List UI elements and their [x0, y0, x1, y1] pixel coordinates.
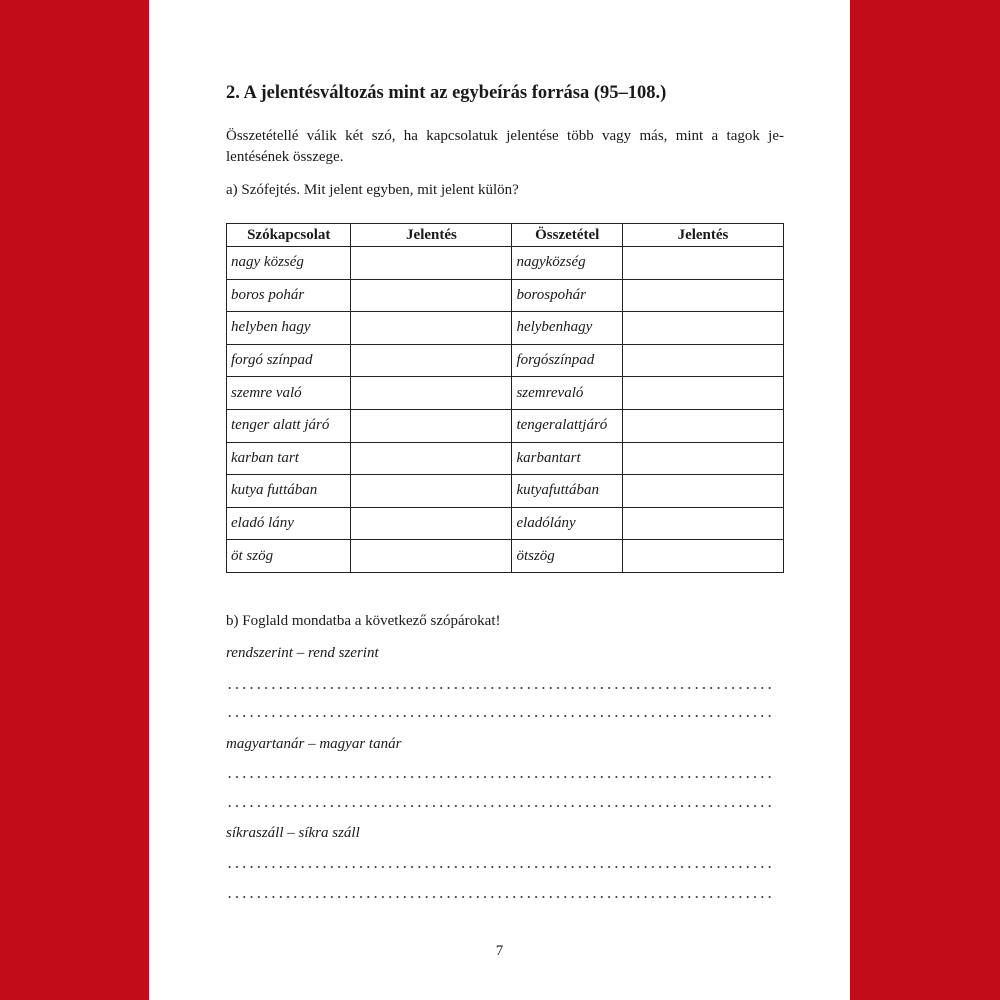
page [149, 0, 850, 1000]
phrase-meaning-cell[interactable] [351, 344, 512, 377]
compound-meaning-cell[interactable] [622, 247, 783, 280]
section-heading: 2. A jelentésváltozás mint az egybeírás forrása (95–108.) [226, 83, 667, 103]
compound-cell: eladólány [512, 507, 623, 540]
phrase-meaning-cell[interactable] [351, 377, 512, 410]
table-row [227, 442, 784, 475]
phrase-meaning-cell[interactable] [351, 475, 512, 508]
compound-meaning-cell[interactable] [622, 377, 783, 410]
phrase-meaning-cell[interactable] [351, 507, 512, 540]
table-row [227, 279, 784, 312]
phrase-meaning-cell[interactable] [351, 442, 512, 475]
table-row [227, 247, 784, 280]
compound-meaning-cell[interactable] [622, 507, 783, 540]
phrase-cell: forgó színpad [227, 344, 351, 377]
answer-line[interactable] [226, 776, 776, 778]
answer-line[interactable] [226, 715, 776, 717]
phrase-cell: eladó lány [227, 507, 351, 540]
compound-cell: nagyközség [512, 247, 623, 280]
phrase-cell: szemre való [227, 377, 351, 410]
phrase-meaning-cell[interactable] [351, 540, 512, 573]
compound-cell: szemrevaló [512, 377, 623, 410]
intro-line-2: lentésének összege. [226, 149, 344, 165]
phrase-cell: boros pohár [227, 279, 351, 312]
header-phrase: Szókapcsolat [227, 224, 351, 247]
compound-meaning-cell[interactable] [622, 442, 783, 475]
task-b-label: b) Foglald mondatba a következő szópárokat! [226, 613, 501, 629]
phrase-cell: helyben hagy [227, 312, 351, 345]
answer-line[interactable] [226, 687, 776, 689]
compound-cell: tengeralattjáró [512, 409, 623, 442]
phrase-cell: tenger alatt járó [227, 409, 351, 442]
table-row [227, 540, 784, 573]
phrase-meaning-cell[interactable] [351, 312, 512, 345]
phrase-meaning-cell[interactable] [351, 409, 512, 442]
phrase-cell: karban tart [227, 442, 351, 475]
compound-cell: forgószínpad [512, 344, 623, 377]
task-a-label: a) Szófejtés. Mit jelent egyben, mit jelent külön? [226, 182, 519, 198]
table-row [227, 377, 784, 410]
table-row [227, 475, 784, 508]
word-pair-1: rendszerint – rend szerint [226, 645, 379, 661]
compound-cell: borospohár [512, 279, 623, 312]
vocabulary-table [226, 223, 784, 573]
compound-meaning-cell[interactable] [622, 475, 783, 508]
phrase-cell: nagy község [227, 247, 351, 280]
answer-line[interactable] [226, 896, 776, 898]
header-compound: Összetétel [512, 224, 623, 247]
compound-meaning-cell[interactable] [622, 279, 783, 312]
word-pair-3: síkraszáll – síkra száll [226, 825, 360, 841]
table-row [227, 409, 784, 442]
phrase-meaning-cell[interactable] [351, 279, 512, 312]
compound-cell: karbantart [512, 442, 623, 475]
table-row [227, 507, 784, 540]
table-row [227, 344, 784, 377]
page-number: 7 [495, 943, 504, 959]
compound-cell: ötszög [512, 540, 623, 573]
phrase-cell: kutya futtában [227, 475, 351, 508]
table-row [227, 312, 784, 345]
answer-line[interactable] [226, 805, 776, 807]
phrase-cell: öt szög [227, 540, 351, 573]
compound-cell: kutyafuttában [512, 475, 623, 508]
intro-line-1: Összetétellé válik két szó, ha kapcsolatuk jelentése több vagy más, mint a tagok je- [226, 128, 784, 144]
compound-meaning-cell[interactable] [622, 540, 783, 573]
phrase-meaning-cell[interactable] [351, 247, 512, 280]
header-compound-meaning: Jelentés [622, 224, 783, 247]
compound-meaning-cell[interactable] [622, 344, 783, 377]
answer-line[interactable] [226, 866, 776, 868]
table-header-row [227, 224, 784, 247]
header-phrase-meaning: Jelentés [351, 224, 512, 247]
word-pair-2: magyartanár – magyar tanár [226, 736, 402, 752]
intro-paragraph [226, 126, 784, 168]
compound-meaning-cell[interactable] [622, 312, 783, 345]
compound-cell: helybenhagy [512, 312, 623, 345]
compound-meaning-cell[interactable] [622, 409, 783, 442]
